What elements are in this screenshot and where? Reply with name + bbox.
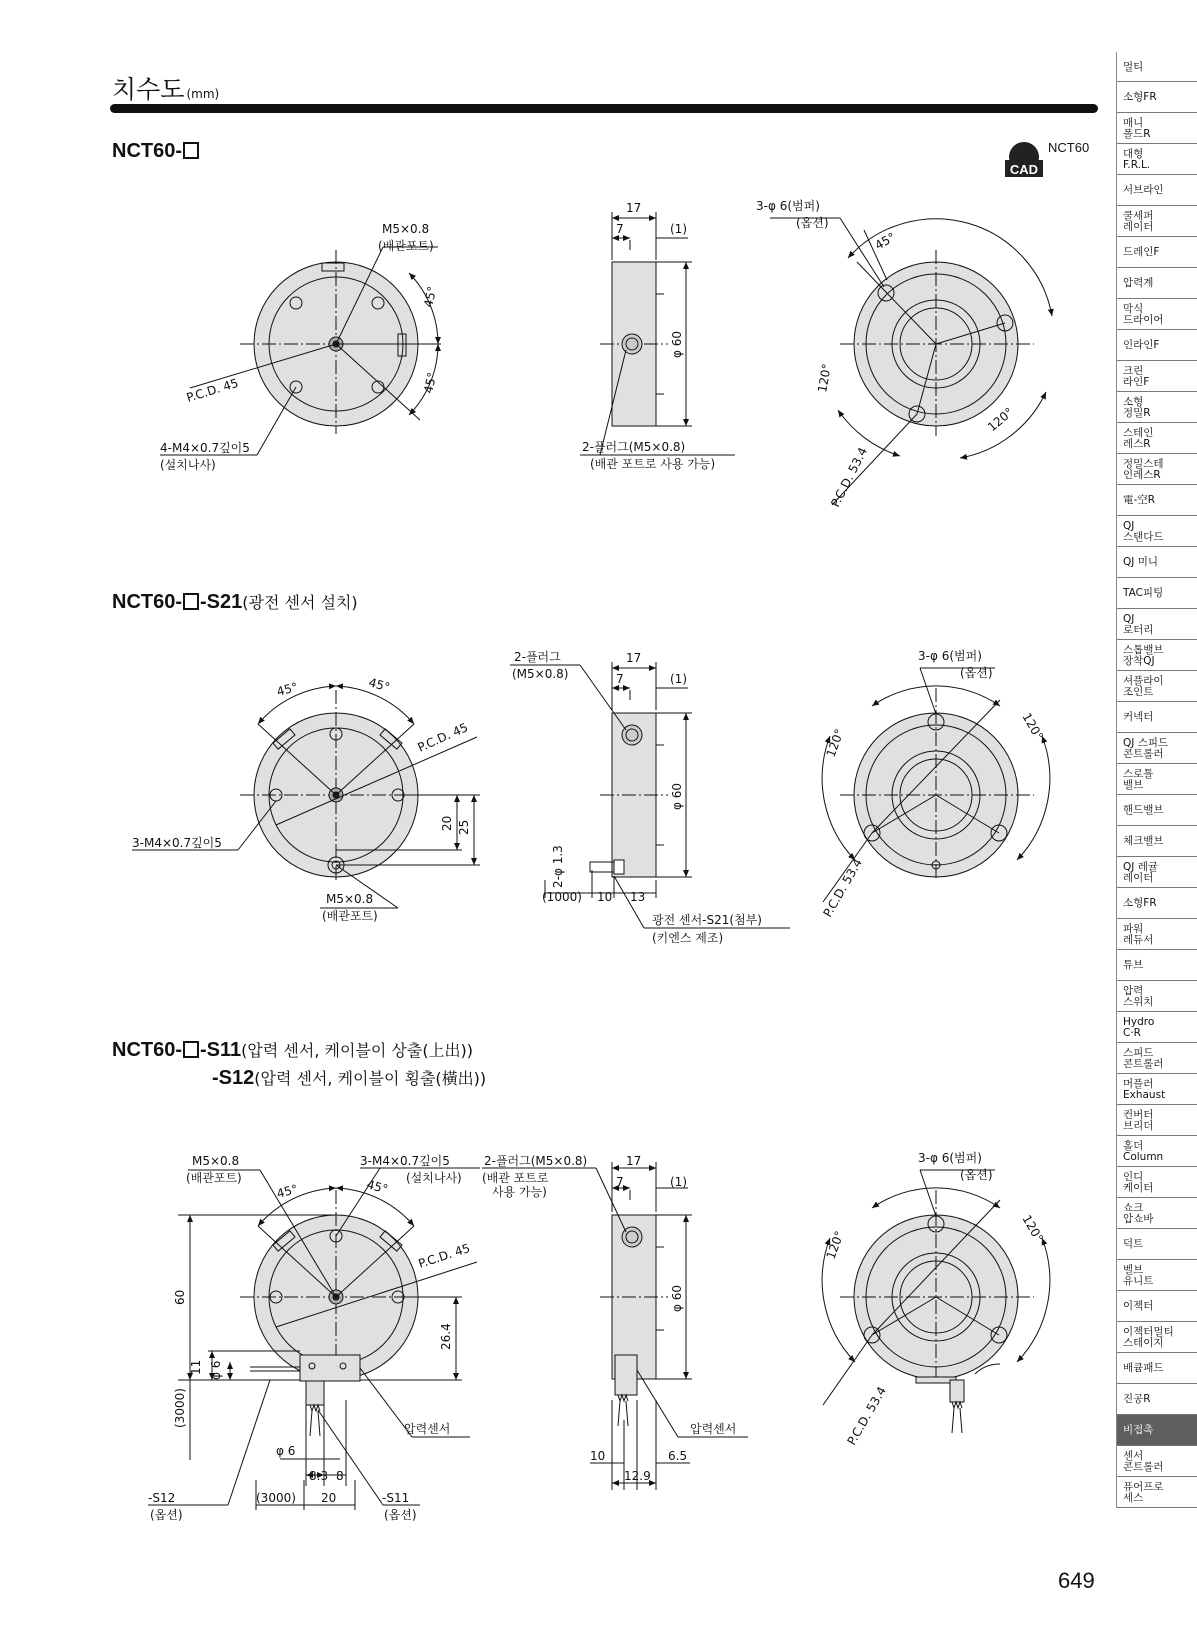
d1-rear-angle: 45° (872, 229, 898, 253)
d3-angle-1: 45° (275, 1181, 300, 1201)
sidebar-tab[interactable]: 진공R (1117, 1384, 1197, 1415)
d1-diameter: φ 60 (670, 331, 684, 358)
d2-pcd-label: P.C.D. 45 (415, 720, 471, 755)
sidebar-tab[interactable]: 핸드밸브 (1117, 795, 1197, 826)
sidebar-tab[interactable]: 스톱밸브 장착QJ (1117, 640, 1197, 671)
sidebar-tab[interactable]: 드레인F (1117, 237, 1197, 268)
d3-s12-label: -S12 (148, 1491, 176, 1505)
sidebar-tab[interactable]: 이젝터 (1117, 1291, 1197, 1322)
d2-sensor-label: 광전 센서-S21(첨부) (652, 913, 762, 927)
sidebar-tab[interactable]: 스테인 레스R (1117, 423, 1197, 454)
d3-port-note: (배관포트) (186, 1171, 242, 1185)
sidebar-tab[interactable]: 압력계 (1117, 268, 1197, 299)
d3-rear-120b: 120° (1019, 1212, 1046, 1245)
d3-angle-2: 45° (365, 1177, 390, 1197)
d2-width-2: (1) (670, 672, 687, 686)
sidebar-tab[interactable]: 인라인F (1117, 330, 1197, 361)
d3-s11-label: -S11 (382, 1491, 410, 1505)
d3-s11-note: (옵션) (384, 1508, 417, 1522)
sidebar-tab[interactable]: 서브라인 (1117, 175, 1197, 206)
d2-tap-label: 3-M4×0.7깊이5 (132, 836, 222, 850)
d1-plug-label: 2-플러그(M5×0.8) (582, 440, 686, 454)
d3-dim-20: 20 (321, 1491, 337, 1505)
d3-rear-view (822, 1170, 1050, 1433)
d1-port-note: (배관포트) (378, 239, 434, 253)
d2-dim-20: 20 (440, 815, 454, 831)
d3-dim-129: 12.9 (624, 1469, 651, 1483)
d2-len-2: 10 (597, 890, 613, 904)
sidebar-tab[interactable]: 덕트 (1117, 1229, 1197, 1260)
d2-width: 17 (626, 651, 642, 665)
sidebar-tab[interactable]: TAC피팅 (1117, 578, 1197, 609)
d1-width-2: (1) (670, 222, 687, 236)
d2-angle-2: 45° (367, 675, 392, 695)
sidebar-tab[interactable]: 정밀스테 인레스R (1117, 454, 1197, 485)
d2-rear-120a: 120° (823, 727, 847, 760)
sidebar-tab[interactable]: 머플러 Exhaust (1117, 1074, 1197, 1105)
section-title-s21: NCT60- -S21(광전 센서 설치) (112, 591, 358, 613)
d3-bumper-label: 3-φ 6(범퍼) (918, 1151, 982, 1165)
sidebar-tab[interactable]: 홀더 Column (1117, 1136, 1197, 1167)
sidebar-tab[interactable]: QJ 스피드 콘트롤러 (1117, 733, 1197, 764)
d2-port-note: (배관포트) (322, 909, 378, 923)
sidebar-tab[interactable]: 막식 드라이어 (1117, 299, 1197, 330)
sidebar-tab[interactable]: 소형FR (1117, 82, 1197, 113)
d3-height-60: 60 (173, 1289, 187, 1305)
d2-port-label: M5×0.8 (326, 892, 374, 906)
d3-dim-8: 8 (336, 1469, 344, 1483)
sidebar-tab[interactable]: 센서 콘트롤러 (1117, 1446, 1197, 1477)
sidebar-tab[interactable]: QJ 미니 (1117, 547, 1197, 578)
d1-rear-120a: 120° (815, 362, 834, 394)
d3-phi6-vertical: φ 6 (209, 1360, 223, 1380)
sidebar-tab[interactable]: 이젝터멀티 스테이지 (1117, 1322, 1197, 1353)
sidebar-tab[interactable]: 압력 스위치 (1117, 981, 1197, 1012)
sidebar-tab[interactable]: 체크밸브 (1117, 826, 1197, 857)
d1-side-view (580, 212, 735, 455)
d1-pcd-label: P.C.D. 45 (184, 375, 241, 405)
d1-tap-note: (설치나사) (160, 458, 216, 472)
sidebar-tab[interactable]: QJ 레귤 레이터 (1117, 857, 1197, 888)
d3-phi6: φ 6 (276, 1444, 296, 1458)
d3-diameter: φ 60 (670, 1285, 684, 1312)
d3-s12-note: (옵션) (150, 1508, 183, 1522)
d2-cord-label: 2-φ 1.3 (551, 845, 565, 888)
sidebar-tab[interactable]: 배큠패드 (1117, 1353, 1197, 1384)
d3-bumper-note: (옵션) (960, 1168, 993, 1182)
d2-len-1: (1000) (542, 890, 582, 904)
d2-sensor-maker: (키엔스 제조) (652, 931, 724, 945)
d3-tap-note: (설치나사) (406, 1171, 462, 1185)
d3-plug-note-1: (배관 포트로 (482, 1171, 549, 1185)
sidebar-tab[interactable]: 컨버터 브리더 (1117, 1105, 1197, 1136)
d1-plug-note: (배관 포트로 사용 가능) (590, 457, 716, 471)
d3-tap-label: 3-M4×0.7깊이5 (360, 1154, 450, 1168)
d1-front-view (160, 247, 441, 455)
d3-pcd-label: P.C.D. 45 (416, 1241, 472, 1271)
d2-rear-120b: 120° (1019, 710, 1046, 743)
section-title-base: NCT60- (112, 140, 200, 163)
d3-sensor-label: 압력센서 (404, 1422, 451, 1436)
d3-width: 17 (626, 1154, 642, 1168)
sidebar-tab[interactable]: Hydro C·R (1117, 1012, 1197, 1043)
sidebar-tab[interactable]: 커넥터 (1117, 702, 1197, 733)
d3-height-11: 11 (189, 1359, 203, 1375)
d3-cable-3000-vertical: (3000) (173, 1388, 187, 1428)
d2-bumper-label: 3-φ 6(범퍼) (918, 649, 982, 663)
d1-tap-label: 4-M4×0.7깊이5 (160, 441, 250, 455)
section-title-s11: NCT60- -S11(압력 센서, 케이블이 상출(上出)) (112, 1039, 474, 1061)
sidebar-tab[interactable]: 벨브 유니트 (1117, 1260, 1197, 1291)
d1-rear-view (770, 218, 1052, 505)
d1-angle-1: 45° (421, 284, 440, 309)
sidebar-tab[interactable]: 電-空R (1117, 485, 1197, 516)
d2-diameter: φ 60 (670, 783, 684, 810)
d3-dim-10: 10 (590, 1449, 606, 1463)
d3-rear-pcd: P.C.D. 53.4 (844, 1384, 890, 1448)
d1-width: 17 (626, 201, 642, 215)
category-sidebar (1116, 52, 1197, 1508)
d1-rear-120b: 120° (984, 404, 1017, 435)
sidebar-tab[interactable]: 파워 레듀서 (1117, 919, 1197, 950)
sidebar-tab[interactable]: QJ 스탠다드 (1117, 516, 1197, 547)
d1-angle-2: 45° (421, 370, 440, 395)
d2-angle-1: 45° (275, 679, 300, 699)
d2-front-view (132, 686, 480, 908)
d3-front-view (148, 1168, 480, 1510)
d1-port-label: M5×0.8 (382, 222, 430, 236)
d2-plug-label: 2-플러그 (514, 650, 561, 664)
d2-width-1: 7 (616, 672, 624, 686)
page-title: 치수도 (mm) (112, 75, 220, 104)
d2-dim-25: 25 (457, 819, 471, 835)
sidebar-tab[interactable]: 쿨세퍼 레이터 (1117, 206, 1197, 237)
d3-dim-264: 26.4 (439, 1323, 453, 1350)
d2-plug-spec: (M5×0.8) (512, 667, 569, 681)
sidebar-tab[interactable]: 쇼크 압쇼바 (1117, 1198, 1197, 1229)
section-title-s12: -S12(압력 센서, 케이블이 횡출(橫出)) (212, 1067, 487, 1089)
d3-cable-3000: (3000) (256, 1491, 296, 1505)
sidebar-tab[interactable]: 비접촉 (1117, 1415, 1197, 1446)
sidebar-tab[interactable]: 대형 F.R.L. (1117, 144, 1197, 175)
sidebar-tab[interactable]: 퓨어프로 세스 (1117, 1477, 1197, 1508)
page-number: 649 (1058, 1568, 1095, 1593)
d2-rear-pcd: P.C.D. 53.4 (820, 856, 866, 920)
d3-width-2: (1) (670, 1175, 687, 1189)
d3-plug-label: 2-플러그(M5×0.8) (484, 1154, 588, 1168)
d2-len-3: 13 (630, 890, 646, 904)
d3-side-view (482, 1162, 748, 1490)
sidebar-tab[interactable]: 스피드 콘트롤러 (1117, 1043, 1197, 1074)
d3-port-label: M5×0.8 (192, 1154, 240, 1168)
sidebar-tab[interactable]: 인디 케이터 (1117, 1167, 1197, 1198)
sidebar-tab[interactable]: 소형 정밀R (1117, 392, 1197, 423)
d2-bumper-note: (옵션) (960, 666, 993, 680)
d3-dim-83: 8.3 (309, 1469, 329, 1483)
sidebar-tab[interactable]: 튜브 (1117, 950, 1197, 981)
sidebar-tab[interactable]: 매니 폴드R (1117, 113, 1197, 144)
sidebar-tab[interactable]: 소형FR (1117, 888, 1197, 919)
sidebar-tab[interactable]: 셔플라이 조인트 (1117, 671, 1197, 702)
cad-model-label: NCT60 (1048, 140, 1090, 155)
sidebar-tab[interactable]: 멀티 (1117, 52, 1197, 82)
d3-rear-120a: 120° (823, 1229, 847, 1262)
sidebar-tab[interactable]: 크린 라인F (1117, 361, 1197, 392)
svg-text:CAD: CAD (1009, 162, 1039, 177)
d3-side-sensor: 압력센서 (690, 1422, 737, 1436)
sidebar-tab[interactable]: 스로틀 밸브 (1117, 764, 1197, 795)
sidebar-tab[interactable]: QJ 로터리 (1117, 609, 1197, 640)
d1-bumper-label: 3-φ 6(범퍼) (756, 199, 820, 213)
d1-bumper-note: (옵션) (796, 216, 829, 230)
d1-width-1: 7 (616, 222, 624, 236)
d3-plug-note-2: 사용 가능) (492, 1185, 547, 1199)
d3-dim-65: 6.5 (668, 1449, 688, 1463)
d3-width-1: 7 (616, 1175, 624, 1189)
d1-rear-pcd: P.C.D. 53.4 (828, 445, 871, 510)
